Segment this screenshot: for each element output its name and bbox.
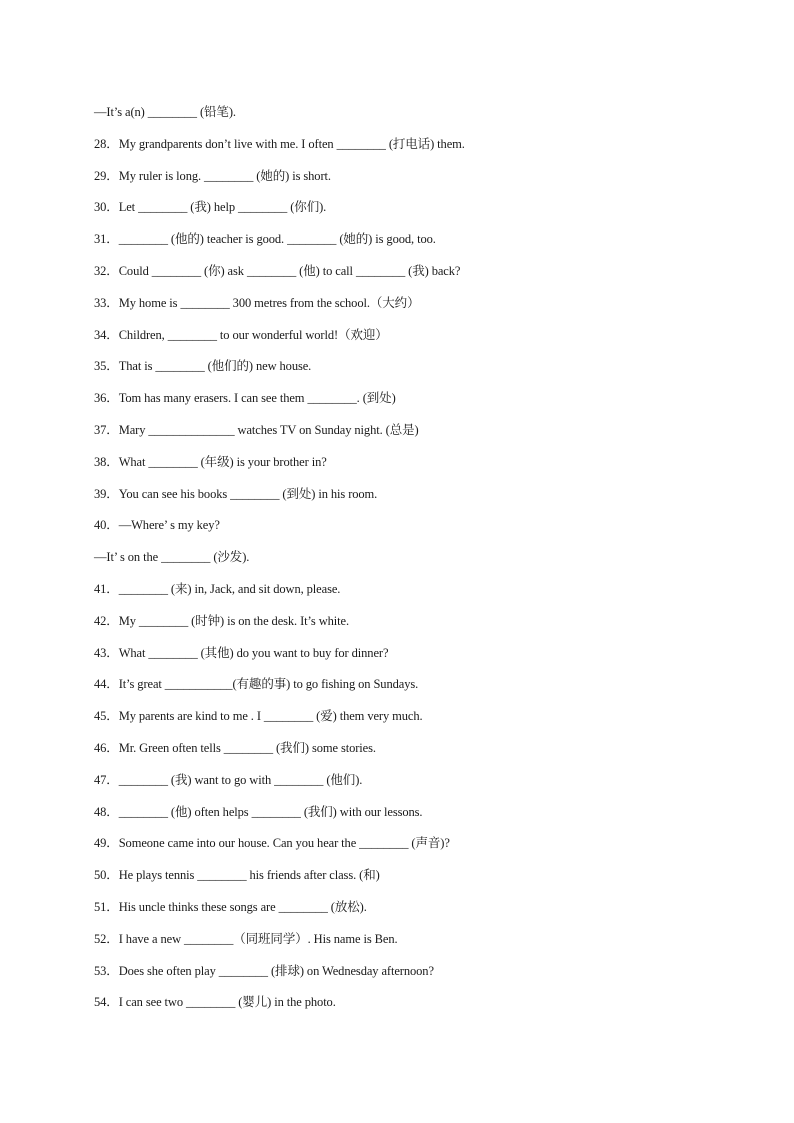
exercise-line [94, 579, 734, 611]
exercise-line [94, 674, 734, 706]
exercise-text: 47．________ (我) want to go with ________ (他们). [94, 772, 363, 787]
exercise-list [94, 102, 734, 1024]
exercise-line [94, 325, 734, 357]
exercise-line [94, 197, 734, 229]
exercise-line [94, 261, 734, 293]
exercise-line [94, 611, 734, 643]
exercise-text: 37．Mary ______________ watches TV on Sunday night. (总是) [94, 422, 419, 437]
exercise-text: 36．Tom has many erasers. I can see them ________. (到处) [94, 391, 396, 406]
exercise-line [94, 293, 734, 325]
exercise-text: 46．Mr. Green often tells ________ (我们) some stories. [94, 740, 376, 755]
exercise-text: 30．Let ________ (我) help ________ (你们). [94, 200, 327, 215]
exercise-line [94, 961, 734, 993]
exercise-text: 31．________ (他的) teacher is good. ________ (她的) is good, too. [94, 232, 436, 247]
exercise-text: 32．Could ________ (你) ask ________ (他) to call ________ (我) back? [94, 263, 461, 278]
exercise-line [94, 166, 734, 198]
exercise-line [94, 484, 734, 516]
exercise-line [94, 865, 734, 897]
exercise-line [94, 929, 734, 961]
exercise-text: 33．My home is ________ 300 metres from the school.（大约） [94, 295, 420, 310]
exercise-text: 39．You can see his books ________ (到处) in his room. [94, 486, 378, 501]
exercise-line [94, 833, 734, 865]
exercise-text: 51．His uncle thinks these songs are ________ (放松). [94, 899, 367, 914]
exercise-line [94, 356, 734, 388]
exercise-line [94, 738, 734, 770]
exercise-text: 49．Someone came into our house. Can you hear the ________ (声音)? [94, 836, 450, 851]
exercise-text: 35．That is ________ (他们的) new house. [94, 359, 312, 374]
exercise-line [94, 643, 734, 675]
exercise-line [94, 134, 734, 166]
exercise-line [94, 992, 734, 1024]
exercise-text: 40．—Where’ s my key? [94, 518, 220, 533]
exercise-text: 54．I can see two ________ (婴儿) in the photo. [94, 995, 336, 1010]
exercise-text: 53．Does she often play ________ (排球) on Wednesday afternoon? [94, 963, 434, 978]
exercise-text: 52．I have a new ________（同班同学）. His name is Ben. [94, 931, 398, 946]
exercise-text: 43．What ________ (其他) do you want to buy for dinner? [94, 645, 389, 660]
exercise-line [94, 102, 734, 134]
exercise-line [94, 706, 734, 738]
exercise-text: 38．What ________ (年级) is your brother in? [94, 454, 327, 469]
exercise-line [94, 770, 734, 802]
exercise-text: 50．He plays tennis ________ his friends after class. (和) [94, 868, 380, 883]
exercise-line [94, 420, 734, 452]
exercise-text: 44．It’s great ___________(有趣的事) to go fishing on Sundays. [94, 677, 419, 692]
exercise-line [94, 897, 734, 929]
exercise-text: 48．________ (他) often helps ________ (我们) with our lessons. [94, 804, 423, 819]
exercise-text: 29．My ruler is long. ________ (她的) is short. [94, 168, 331, 183]
exercise-line [94, 452, 734, 484]
exercise-line [94, 802, 734, 834]
exercise-text: 41．________ (来) in, Jack, and sit down, please. [94, 581, 341, 596]
exercise-text: —It’ s on the ________ (沙发). [94, 550, 250, 565]
exercise-line [94, 388, 734, 420]
exercise-line [94, 229, 734, 261]
exercise-text: —It’s a(n) ________ (铅笔). [94, 105, 236, 119]
exercise-text: 34．Children, ________ to our wonderful world!（欢迎） [94, 327, 388, 342]
exercise-text: 45．My parents are kind to me . I ________ (爱) them very much. [94, 709, 423, 724]
exercise-line [94, 547, 734, 579]
exercise-text: 42．My ________ (时钟) is on the desk. It’s white. [94, 613, 350, 628]
exercise-line [94, 515, 734, 547]
exercise-text: 28．My grandparents don’t live with me. I often ________ (打电话) them. [94, 136, 465, 151]
